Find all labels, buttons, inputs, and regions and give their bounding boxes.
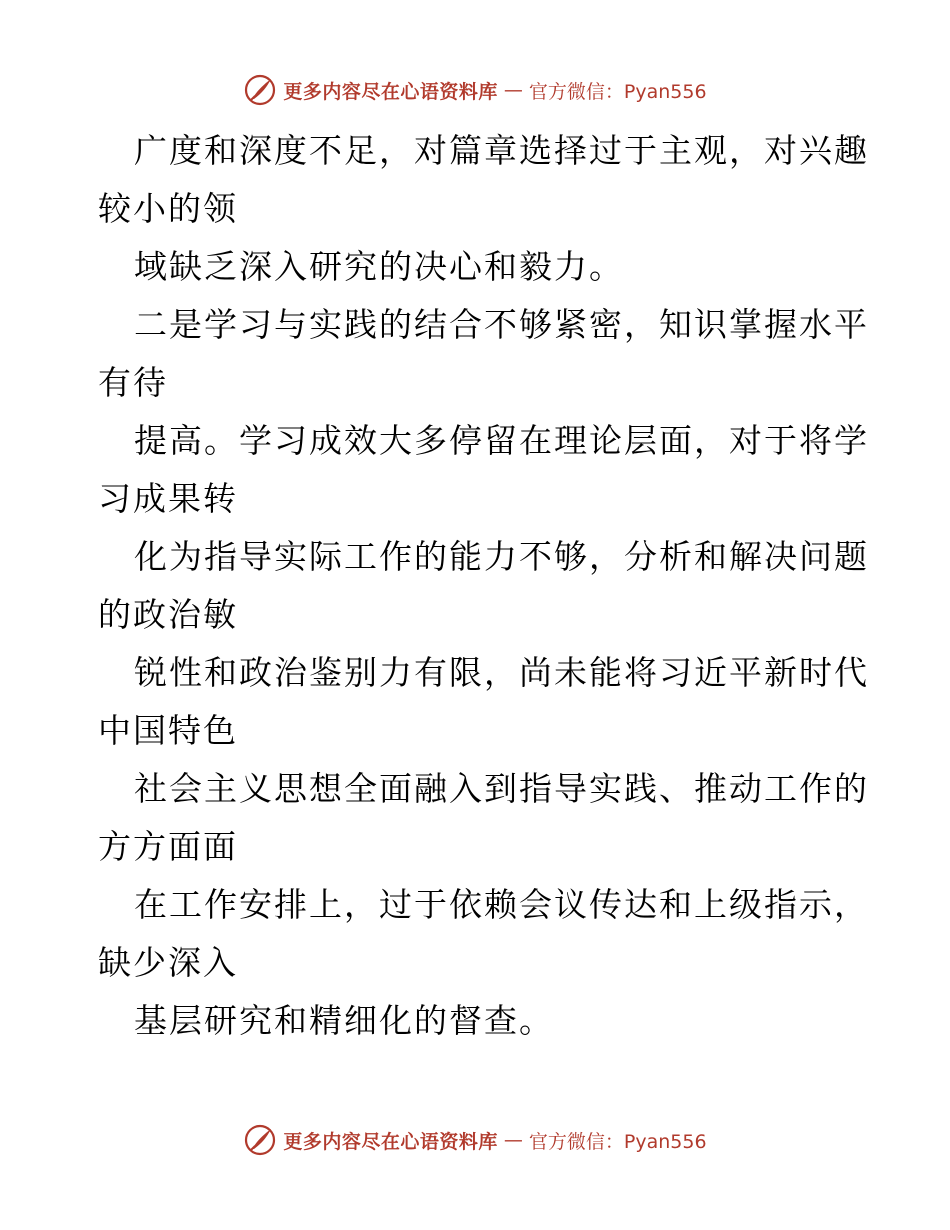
- paragraph-line: 方方面面: [98, 827, 238, 866]
- paragraph-line: 习成果转: [98, 479, 238, 518]
- document-body: [98, 122, 869, 1050]
- paragraph-line: 在工作安排上，过于依赖会议传达和上级指示，: [134, 885, 869, 924]
- watermark-separator: —: [503, 79, 523, 101]
- watermark-brand-text: 更多内容尽在心语资料库: [283, 80, 498, 103]
- watermark-separator: —: [503, 1129, 523, 1151]
- feather-pen-logo-icon: [243, 73, 277, 107]
- paragraph-line: 提高。学习成效大多停留在理论层面，对于将学: [134, 421, 869, 460]
- watermark-contact-text: 官方微信：Pyan556: [528, 1130, 707, 1153]
- paragraph-line: 锐性和政治鉴别力有限，尚未能将习近平新时代: [134, 653, 869, 692]
- paragraph-line: 广度和深度不足，对篇章选择过于主观，对兴趣: [134, 131, 869, 170]
- paragraph-line: 较小的领: [98, 189, 238, 228]
- paragraph-line: 的政治敏: [98, 595, 238, 634]
- paragraph-line: 中国特色: [98, 711, 238, 750]
- paragraph-line: 缺少深入: [98, 943, 238, 982]
- watermark-contact-text: 官方微信：Pyan556: [528, 80, 707, 103]
- feather-pen-logo-icon: [243, 1123, 277, 1157]
- watermark-brand-text: 更多内容尽在心语资料库: [283, 1130, 498, 1153]
- paragraph-line: 二是学习与实践的结合不够紧密，知识掌握水平: [134, 305, 869, 344]
- header-watermark: [0, 70, 950, 110]
- paragraph-line: 化为指导实际工作的能力不够，分析和解决问题: [134, 537, 869, 576]
- paragraph-line: 域缺乏深入研究的决心和毅力。: [134, 247, 624, 286]
- paragraph-line: 社会主义思想全面融入到指导实践、推动工作的: [134, 769, 869, 808]
- paragraph-line: 有待: [98, 363, 168, 402]
- paragraph-line: 基层研究和精细化的督查。: [134, 1001, 554, 1040]
- footer-watermark: [0, 1120, 950, 1160]
